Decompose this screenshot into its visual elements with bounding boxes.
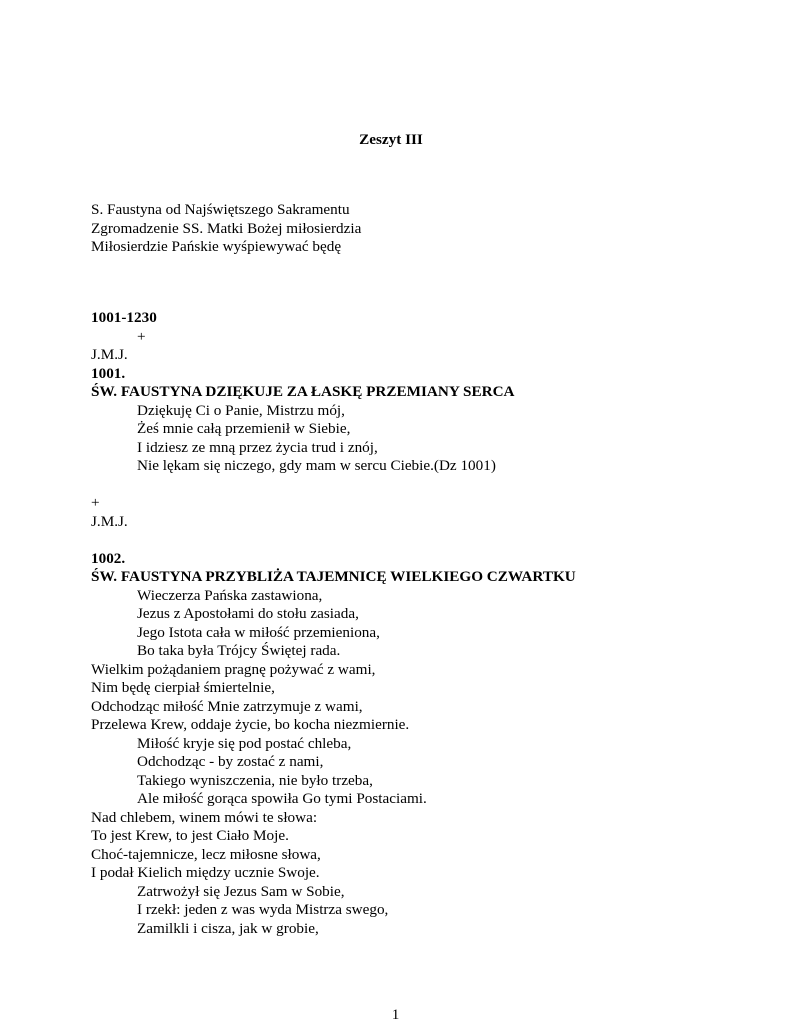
verse-line: Jego Istota cała w miłość przemieniona, [137,623,380,641]
entry-number-1002: 1002. [91,549,126,567]
spacer [91,531,771,550]
page-number: 1 [391,1006,400,1023]
verse-line: I rzekł: jeden z was wyda Mistrza swego, [137,901,389,918]
verse-line: Wieczerza Pańska zastawiona, [137,586,323,604]
notebook-title: Zeszyt III [359,131,423,148]
verse-line: Bo taka była Trójcy Świętej rada. [137,642,341,659]
entry-heading-1002: ŚW. FAUSTYNA PRZYBLIŻA TAJEMNICĘ WIELKIEGO CZWARTKU [91,568,576,585]
verse-line: Choć-tajemnicze, lecz miłosne słowa, [91,845,321,863]
entry-heading-1001: ŚW. FAUSTYNA DZIĘKUJE ZA ŁASKĘ PRZEMIANY SERCA [91,383,515,400]
entry-range: 1001-1230 [91,309,157,326]
cross-symbol: + [137,327,146,345]
verse-line: Zatrwożył się Jezus Sam w Sobie, [137,882,345,900]
verse-line: Ale miłość gorąca spowiła Go tymi Postaciami. [137,790,427,807]
jmj-invocation: J.M.J. [91,512,128,530]
jmj-invocation: J.M.J. [91,346,128,363]
verse-line: Przelewa Krew, oddaje życie, bo kocha niezmiernie. [91,716,410,733]
verse-line: Nad chlebem, winem mówi te słowa: [91,808,318,826]
cross-symbol: + [91,494,100,511]
verse-line: Nim będę cierpiał śmiertelnie, [91,679,275,696]
document-body [91,309,771,938]
verse-line: Takiego wyniszczenia, nie było trzeba, [137,771,373,789]
verse-line: Wielkim pożądaniem pragnę pożywać z wami, [91,660,376,678]
verse-line: Jezus z Apostołami do stołu zasiada, [137,605,359,622]
verse-line: Nie lękam się niczego, gdy mam w sercu Ciebie.(Dz 1001) [137,457,496,474]
spacer [91,476,771,495]
verse-line: Odchodząc - by zostać z nami, [137,753,324,770]
verse-line: To jest Krew, to jest Ciało Moje. [91,827,289,844]
verse-line: I idziesz ze mną przez życia trud i znój, [137,438,378,456]
verse-line: Dziękuję Ci o Panie, Mistrzu mój, [137,401,345,419]
verse-line: I podał Kielich między ucznie Swoje. [91,864,320,881]
author-line: S. Faustyna od Najświętszego Sakramentu [91,201,350,218]
verse-line: Miłość kryje się pod postać chleba, [137,734,352,752]
entry-number-1001: 1001. [91,364,126,382]
motto-line: Miłosierdzie Pańskie wyśpiewywać będę [91,238,342,255]
congregation-line: Zgromadzenie SS. Matki Bożej miłosierdzia [91,219,362,237]
author-block [91,201,361,257]
verse-line: Odchodząc miłość Mnie zatrzymuje z wami, [91,697,363,715]
verse-line: Zamilkli i cisza, jak w grobie, [137,919,319,937]
verse-line: Żeś mnie całą przemienił w Siebie, [137,420,351,437]
